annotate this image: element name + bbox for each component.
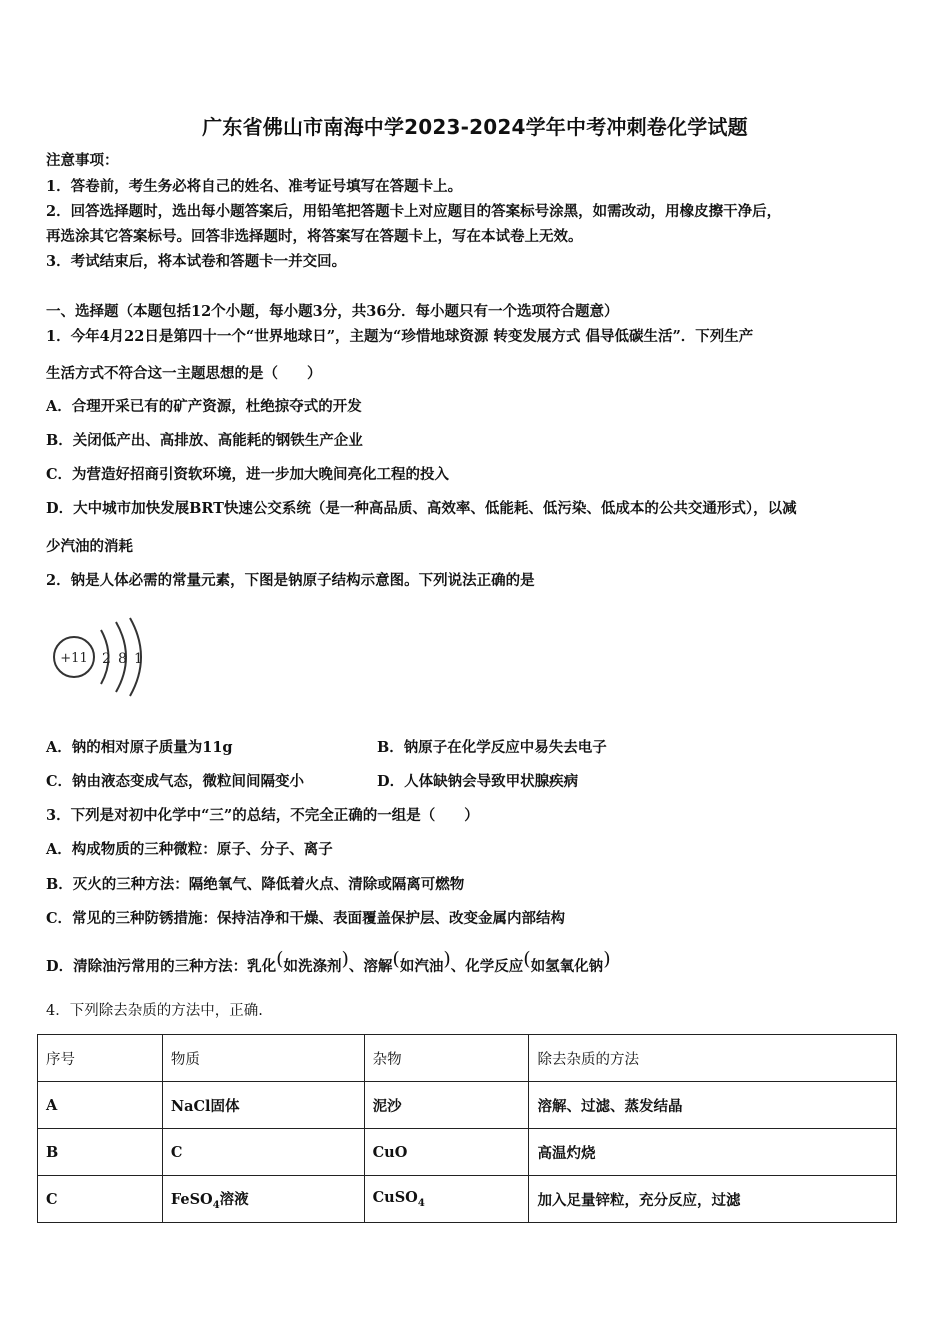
q1-stem-line1: 1．今年4月22日是第四十一个“世界地球日”，主题为“珍惜地球资源 转变发展方式 倡导低碳生活”．下列生产	[46, 328, 754, 345]
table-cell	[364, 1176, 529, 1223]
notice-item-3: 3．考试结束后，将本试卷和答题卡一并交回。	[46, 253, 347, 270]
table-cell: 加入足量锌粒，充分反应，过滤	[529, 1176, 897, 1223]
table-cell: CuO	[364, 1129, 529, 1176]
q3-option-c: C．常见的三种防锈措施：保持洁净和干燥、表面覆盖保护层、改变金属内部结构	[46, 910, 566, 927]
notice-item-2: 2．回答选择题时，选出每小题答案后，用铅笔把答题卡上对应题目的答案标号涂黑，如需改动，用橡皮擦干净后，	[46, 203, 782, 220]
impurity-table	[37, 1034, 897, 1223]
q3-option-d-p2: 如汽油	[399, 958, 444, 975]
q3-option-d-mid1: 、溶解	[348, 958, 393, 975]
table-cell: 泥沙	[364, 1082, 529, 1129]
table-cell: 高温灼烧	[529, 1129, 897, 1176]
q3-option-d	[46, 948, 611, 977]
q2-option-c: C．钠由液态变成气态，微粒间间隔变小	[46, 773, 305, 790]
paren-close-3: )	[603, 948, 611, 970]
q4-stem: 4．下列除去杂质的方法中，正确.	[46, 1003, 263, 1019]
table-cell: B	[38, 1129, 163, 1176]
q2-stem: 2．钠是人体必需的常量元素，下图是钠原子结构示意图。下列说法正确的是	[46, 572, 535, 589]
formula-subscript: 4	[212, 1199, 220, 1211]
table-row	[38, 1082, 897, 1129]
formula-suffix: 溶液	[219, 1190, 249, 1208]
table-cell	[162, 1176, 364, 1223]
paren-close-2: )	[443, 948, 451, 970]
notice-item-1: 1．答卷前，考生务必将自己的姓名、准考证号填写在答题卡上。	[46, 178, 463, 195]
formula-cuso: CuSO	[372, 1189, 418, 1207]
q2-option-d: D．人体缺钠会导致甲状腺疾病	[377, 773, 579, 790]
paren-open-2: (	[392, 948, 400, 970]
q3-option-d-prefix: D．清除油污常用的三种方法：乳化	[46, 958, 277, 975]
q2-option-a: A．钠的相对原子质量为11g	[46, 739, 233, 756]
q3-option-b: B．灭火的三种方法：隔绝氧气、降低着火点、清除或隔离可燃物	[46, 876, 465, 893]
q3-option-d-p3: 如氢氧化钠	[530, 958, 604, 975]
notice-item-2-cont: 再选涂其它答案标号。回答非选择题时，将答案写在答题卡上，写在本试卷上无效。	[46, 228, 583, 245]
q3-stem: 3．下列是对初中化学中“三”的总结，不完全正确的一组是（ ）	[46, 807, 479, 824]
q1-option-d: D．大中城市加快发展BRT快速公交系统（是一种高品质、高效率、低能耗、低污染、低成本的公共交通形式），以减	[46, 500, 797, 517]
q2-option-b: B．钠原子在化学反应中易失去电子	[377, 739, 607, 756]
paren-close-1: )	[341, 948, 349, 970]
sodium-atom-diagram	[46, 610, 156, 705]
table-row	[38, 1176, 897, 1223]
notice-heading: 注意事项：	[46, 152, 119, 169]
shell-electrons-1: 2	[102, 651, 111, 667]
table-cell: 溶解、过滤、蒸发结晶	[529, 1082, 897, 1129]
paren-open-1: (	[276, 948, 284, 970]
header-cell-impurity: 杂物	[364, 1035, 529, 1082]
table-row	[38, 1129, 897, 1176]
table-cell: C	[162, 1129, 364, 1176]
shell-electrons-2: 8	[118, 651, 127, 667]
nucleus-charge: +11	[60, 651, 88, 666]
q3-option-d-mid2: 、化学反应	[450, 958, 524, 975]
q1-option-c: C．为营造好招商引资软环境，进一步加大晚间亮化工程的投入	[46, 466, 450, 483]
table-cell: A	[38, 1082, 163, 1129]
header-cell-substance: 物质	[162, 1035, 364, 1082]
q3-option-d-p1: 如洗涤剂	[283, 958, 342, 975]
q1-option-b: B．关闭低产出、高排放、高能耗的钢铁生产企业	[46, 432, 363, 449]
section-heading: 一、选择题（本题包括12个小题，每小题3分，共36分．每小题只有一个选项符合题意）	[46, 303, 619, 320]
q3-option-a: A．构成物质的三种微粒：原子、分子、离子	[46, 841, 333, 858]
header-cell-method: 除去杂质的方法	[529, 1035, 897, 1082]
table-cell: C	[38, 1176, 163, 1223]
header-cell-index: 序号	[38, 1035, 163, 1082]
q1-stem-line2: 生活方式不符合这一主题思想的是（ ）	[46, 365, 322, 382]
q1-option-d-cont: 少汽油的消耗	[46, 538, 133, 555]
formula-subscript: 4	[417, 1197, 425, 1209]
table-cell: NaCl固体	[162, 1082, 364, 1129]
q1-option-a: A．合理开采已有的矿产资源，杜绝掠夺式的开发	[46, 398, 362, 415]
table-header-row	[38, 1035, 897, 1082]
paren-open-3: (	[523, 948, 531, 970]
formula-feso: FeSO	[170, 1190, 213, 1208]
exam-title: 广东省佛山市南海中学2023-2024学年中考冲刺卷化学试题	[202, 115, 748, 139]
shell-electrons-3: 1	[134, 651, 143, 667]
